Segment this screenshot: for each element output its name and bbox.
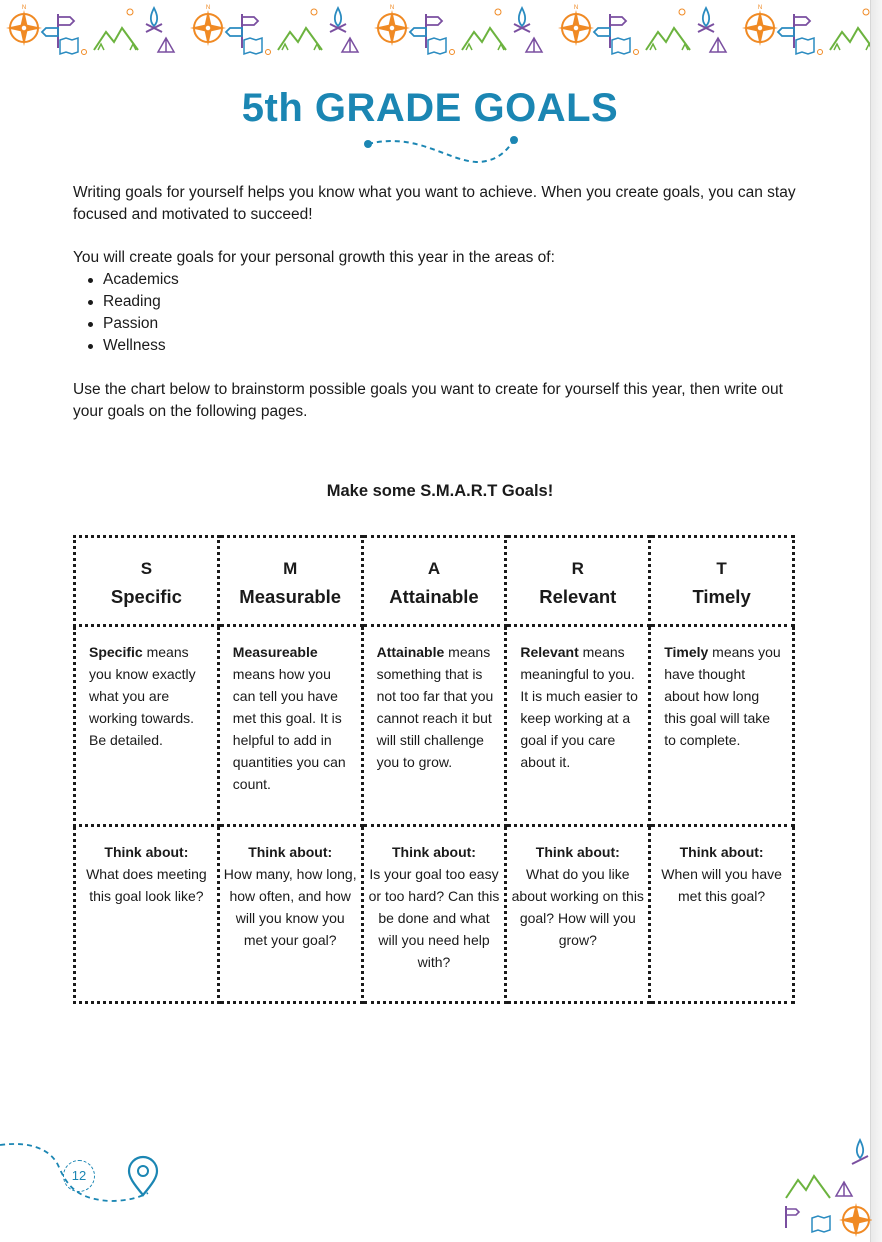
areas-intro: You will create goals for your personal growth this year in the areas of: <box>73 249 555 266</box>
map-icon <box>60 38 78 54</box>
page-title: 5th GRADE GOALS <box>241 86 619 130</box>
border-tile <box>6 5 174 55</box>
definition-term: Timely <box>664 644 709 660</box>
column-letter: M <box>283 559 298 578</box>
list-item: Wellness <box>103 335 179 357</box>
definition-row <box>75 626 794 826</box>
column-word: Timely <box>692 586 751 607</box>
definition-term: Specific <box>89 644 143 660</box>
header-cell-a <box>362 537 506 626</box>
column-word: Measurable <box>239 586 342 607</box>
signpost-icon <box>786 1206 799 1228</box>
tent-icon <box>836 1182 852 1196</box>
definition-text: means you have thought about how long this goal will take to complete. <box>664 644 781 748</box>
column-letter: S <box>140 559 153 578</box>
compass-icon <box>839 1203 872 1237</box>
smart-goals-table <box>73 535 795 1004</box>
compass-icon <box>6 5 42 46</box>
think-cell-r <box>506 826 650 1003</box>
definition-cell-t <box>650 626 794 826</box>
svg-text:N: N <box>21 5 27 11</box>
signpost-icon <box>42 14 74 48</box>
think-text: What does meeting this goal look like? <box>86 866 207 904</box>
column-letter: R <box>571 559 584 578</box>
think-text: When will you have met this goal? <box>661 866 782 904</box>
think-label: Think about: <box>391 844 476 860</box>
definition-cell-r <box>506 626 650 826</box>
goal-areas-list <box>103 269 179 357</box>
definition-text: means something that is not too far that you cannot reach it but will still challenge you to grow. <box>376 644 494 770</box>
column-word: Specific <box>110 586 182 607</box>
think-text: How many, how long, how often, and how will you know you met your goal? <box>223 866 357 948</box>
mountains-icon <box>94 28 138 50</box>
column-word: Relevant <box>539 586 617 607</box>
tent-icon <box>158 38 174 52</box>
definition-term: Measureable <box>232 644 318 660</box>
think-cell-a <box>362 826 506 1003</box>
campfire-icon <box>146 8 162 32</box>
think-cell-m <box>218 826 362 1003</box>
campfire-icon <box>852 1140 868 1164</box>
header-cell-m <box>218 537 362 626</box>
header-row <box>75 537 794 626</box>
corner-decoration <box>772 1130 872 1240</box>
page-edge <box>870 0 882 1242</box>
smart-heading: Make some S.M.A.R.T Goals! <box>326 482 554 500</box>
think-label: Think about: <box>104 844 189 860</box>
page-number: 12 <box>63 1160 95 1192</box>
header-cell-t <box>650 537 794 626</box>
header-cell-r <box>506 537 650 626</box>
definition-cell-s <box>75 626 219 826</box>
definition-text: means you know exactly what you are working towards. Be detailed. <box>89 644 196 748</box>
think-label: Think about: <box>535 844 620 860</box>
definition-term: Relevant <box>520 644 579 660</box>
map-icon <box>812 1216 830 1232</box>
think-label: Think about: <box>248 844 333 860</box>
definition-text: means meaningful to you. It is much easier to keep working at a goal if you care about it. <box>520 644 638 770</box>
think-about-row <box>75 826 794 1003</box>
definition-text: means how you can tell you have met this goal. It is helpful to add in quantities you can count. <box>232 666 346 792</box>
column-letter: A <box>427 559 441 578</box>
list-item: Academics <box>103 269 179 291</box>
chart-instructions: Use the chart below to brainstorm possible goals you want to create for yourself this year, then write out your goals on the following pages. <box>73 381 783 420</box>
think-text: What do you like about working on this goal? How will you grow? <box>511 866 644 948</box>
definition-cell-m <box>218 626 362 826</box>
adventure-icon-border <box>0 0 870 62</box>
intro-paragraph: Writing goals for yourself helps you know what you want to achieve. When you create goals, you can stay focused and motivated to succeed! <box>73 184 796 223</box>
think-cell-s <box>75 826 219 1003</box>
column-letter: T <box>716 559 727 578</box>
header-cell-s <box>75 537 219 626</box>
think-text: Is your goal too easy or too hard? Can this be done and what will you need help with? <box>368 866 500 970</box>
title-underline-swoosh <box>356 130 526 170</box>
definition-cell-a <box>362 626 506 826</box>
list-item: Passion <box>103 313 179 335</box>
think-cell-t <box>650 826 794 1003</box>
definition-term: Attainable <box>376 644 445 660</box>
column-word: Attainable <box>389 586 479 607</box>
think-label: Think about: <box>679 844 764 860</box>
list-item: Reading <box>103 291 179 313</box>
location-pin-icon <box>129 1157 157 1195</box>
mountains-icon <box>786 1176 830 1198</box>
